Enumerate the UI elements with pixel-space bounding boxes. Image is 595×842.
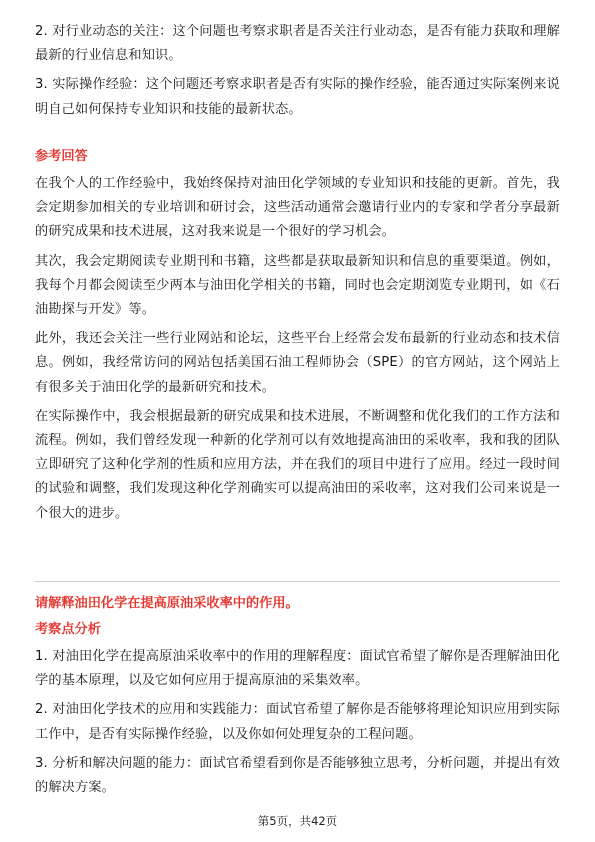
- question-section: [35, 592, 560, 805]
- reference-answer-section: [35, 145, 560, 531]
- assessment-item-2: 2. 对行业动态的关注：这个问题也考察求职者是否关注行业动态，是否有能力获取和理解最新的行业信息和知识。: [35, 24, 560, 64]
- assessment-points-continued: [35, 20, 560, 127]
- answer-paragraph-1: 在我个人的工作经验中，我始终保持对油田化学领域的专业知识和技能的更新。首先，我会定期参加相关的专业培训和研讨会，这些活动通常会邀请行业内的专家和学者分享最新的研究成果和技术进展，这对我来说是一个很好的学习机会。: [35, 176, 560, 240]
- assessment-item-3: 3. 实际操作经验：这个问题还考察求职者是否有实际的操作经验，能否通过实际案例来说明自己如何保持专业知识和技能的最新状态。: [35, 77, 560, 117]
- analysis-item-2: 2. 对油田化学技术的应用和实践能力：面试官希望了解你是否能够将理论知识应用到实际工作中，是否有实际操作经验，以及你如何处理复杂的工程问题。: [35, 702, 560, 742]
- analysis-item-1: 1. 对油田化学在提高原油采收率中的作用的理解程度：面试官希望了解你是否理解油田化学的基本原理，以及它如何应用于提高原油的采集效率。: [35, 649, 560, 689]
- answer-paragraph-2: 其次，我会定期阅读专业期刊和书籍，这些都是获取最新知识和信息的重要渠道。例如，我每个月都会阅读至少两本与油田化学相关的书籍，同时也会定期浏览专业期刊，如《石油勘探与开发》等。: [35, 253, 560, 318]
- answer-paragraph-4: 在实际操作中，我会根据最新的研究成果和技术进展，不断调整和优化我们的工作方法和流程。例如，我们曾经发现一种新的化学剂可以有效地提高油田的采收率，我和我的团队立即研究了这种化学剂的性质和应用方法，并在我们的项目中进行了应用。经过一段时间的试验和调整，我们发现这种化学剂确实可以提高油田的采收率，这对我们公司来说是一个很大的进步。: [35, 408, 560, 521]
- page-number: 第5页，共42页: [257, 814, 338, 828]
- reference-answer-heading: 参考回答: [35, 149, 88, 164]
- analysis-heading: 考察点分析: [35, 622, 101, 637]
- answer-paragraph-3: 此外，我还会关注一些行业网站和论坛，这些平台上经常会发布最新的行业动态和技术信息。例如，我经常访问的网站包括美国石油工程师协会（SPE）的官方网站，这个网站上有很多关于油田化学的最新研究和技术。: [35, 331, 560, 395]
- question-title: 请解释油田化学在提高原油采收率中的作用。: [35, 596, 299, 611]
- section-divider: [35, 581, 560, 582]
- analysis-item-3: 3. 分析和解决问题的能力：面试官希望看到你是否能够独立思考，分析问题，并提出有效的解决方案。: [35, 755, 560, 796]
